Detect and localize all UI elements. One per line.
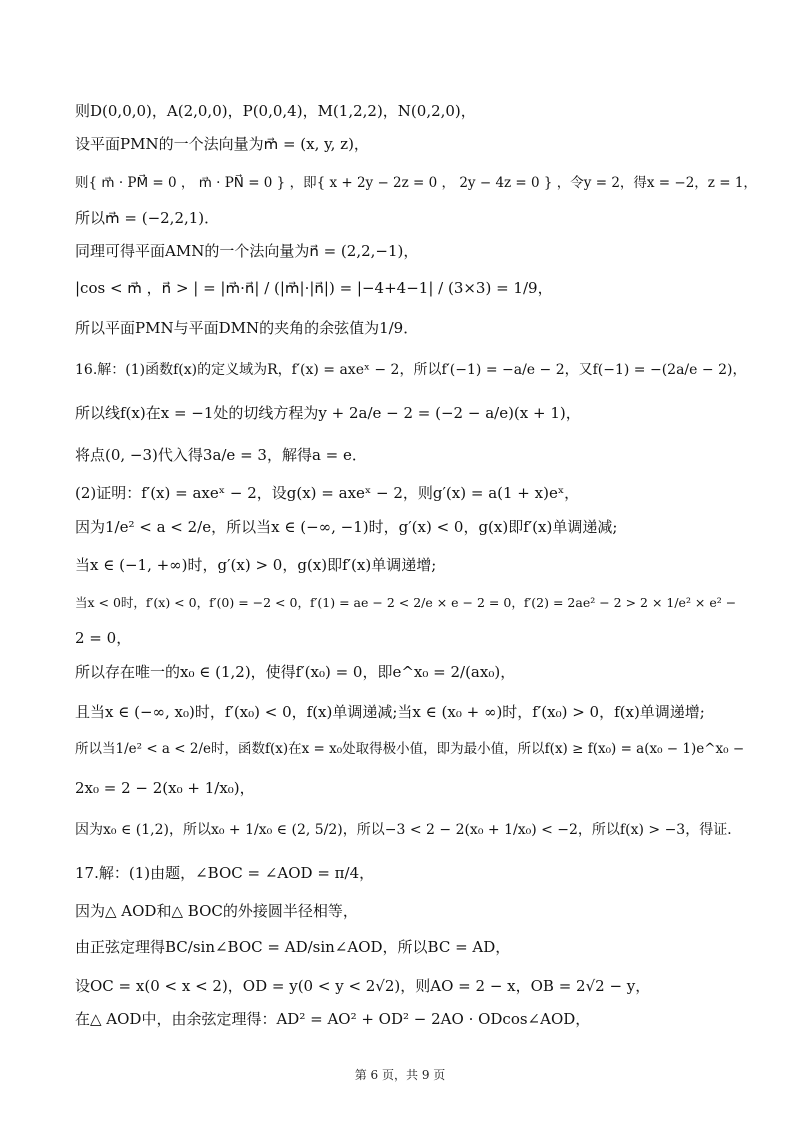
text-line: 设平面PMN的一个法向量为m⃗ = (x, y, z)， xyxy=(75,135,369,153)
text-line: 设OC = x(0 < x < 2)，OD = y(0 < y < 2√2)，则AO = 2 − x，OB = 2√2 − y， xyxy=(75,977,651,995)
text-line: 因为1/e² < a < 2/e，所以当x ∈ (−∞, −1)时，g′(x) < 0，g(x)即f′(x)单调递减; xyxy=(75,518,618,536)
text-line: 所以m⃗ = (−2,2,1)． xyxy=(75,209,220,227)
text-line: |cos < m⃗ ，n⃗ > | = |m⃗·n⃗| / (|m⃗|·|n⃗|) = |−4+4−1| / (3×3) = 1/9， xyxy=(75,279,553,297)
text-line: 所以平面PMN与平面DMN的夹角的余弦值为1/9． xyxy=(75,319,419,337)
text-line: 由正弦定理得BC/sin∠BOC = AD/sin∠AOD，所以BC = AD， xyxy=(75,938,511,956)
text-line: 同理可得平面AMN的一个法向量为n⃗ = (2,2,−1)， xyxy=(75,242,419,260)
text-line: 2 = 0， xyxy=(75,629,132,647)
text-line: (2)证明：f′(x) = axeˣ − 2，设g(x) = axeˣ − 2，则g′(x) = a(1 + x)eˣ， xyxy=(75,484,580,502)
text-line: 所以线f(x)在x = −1处的切线方程为y + 2a/e − 2 = (−2 − a/e)(x + 1)， xyxy=(75,404,581,422)
text-line: 2x₀ = 2 − 2(x₀ + 1/x₀)， xyxy=(75,779,255,797)
text-line: 当x ∈ (−1, +∞)时，g′(x) > 0，g(x)即f′(x)单调递增; xyxy=(75,556,437,574)
text-line: 16.解：(1)函数f(x)的定义域为R，f′(x) = axeˣ − 2，所以f′(−1) = −a/e − 2，又f(−1) = −(2a/e − 2)， xyxy=(75,362,747,378)
text-line: 因为x₀ ∈ (1,2)，所以x₀ + 1/x₀ ∈ (2, 5/2)，所以−3 < 2 − 2(x₀ + 1/x₀) < −2，所以f(x) > −3，得证． xyxy=(75,822,742,838)
text-line: 且当x ∈ (−∞, x₀)时，f′(x₀) < 0，f(x)单调递减;当x ∈ (x₀ + ∞)时，f′(x₀) > 0，f(x)单调递增; xyxy=(75,703,705,721)
text-line: 将点(0, −3)代入得3a/e = 3，解得a = e． xyxy=(75,446,367,464)
text-line: 在△ AOD中，由余弦定理得：AD² = AO² + OD² − 2AO · ODcos∠AOD， xyxy=(75,1010,591,1028)
page-footer: 第 6 页，共 9 页 xyxy=(354,1068,446,1082)
text-line: 则{ m⃗ · PM⃗ = 0 ， m⃗ · PN⃗ = 0 } ，即{ x + 2y − 2z = 0 ， 2y − 4z = 0 } ，令y = 2，得x = −2，z = 1， xyxy=(75,175,757,191)
text-line: 所以存在唯一的x₀ ∈ (1,2)，使得f′(x₀) = 0，即e^x₀ = 2/(ax₀)， xyxy=(75,663,516,681)
text-line: 则D(0,0,0)，A(2,0,0)，P(0,0,4)，M(1,2,2)，N(0,2,0)， xyxy=(75,102,476,120)
text-line: 当x < 0时，f′(x) < 0，f′(0) = −2 < 0，f′(1) = ae − 2 < 2/e × e − 2 = 0，f′(2) = 2ae² − 2 > 2 × 1/e² × e² − xyxy=(75,595,737,610)
text-line: 因为△ AOD和△ BOC的外接圆半径相等， xyxy=(75,902,358,920)
text-line: 17.解：(1)由题，∠BOC = ∠AOD = π/4， xyxy=(75,864,375,882)
text-line: 所以当1/e² < a < 2/e时，函数f(x)在x = x₀处取得极小值，即为最小值，所以f(x) ≥ f(x₀) = a(x₀ − 1)e^x₀ − xyxy=(75,741,745,757)
